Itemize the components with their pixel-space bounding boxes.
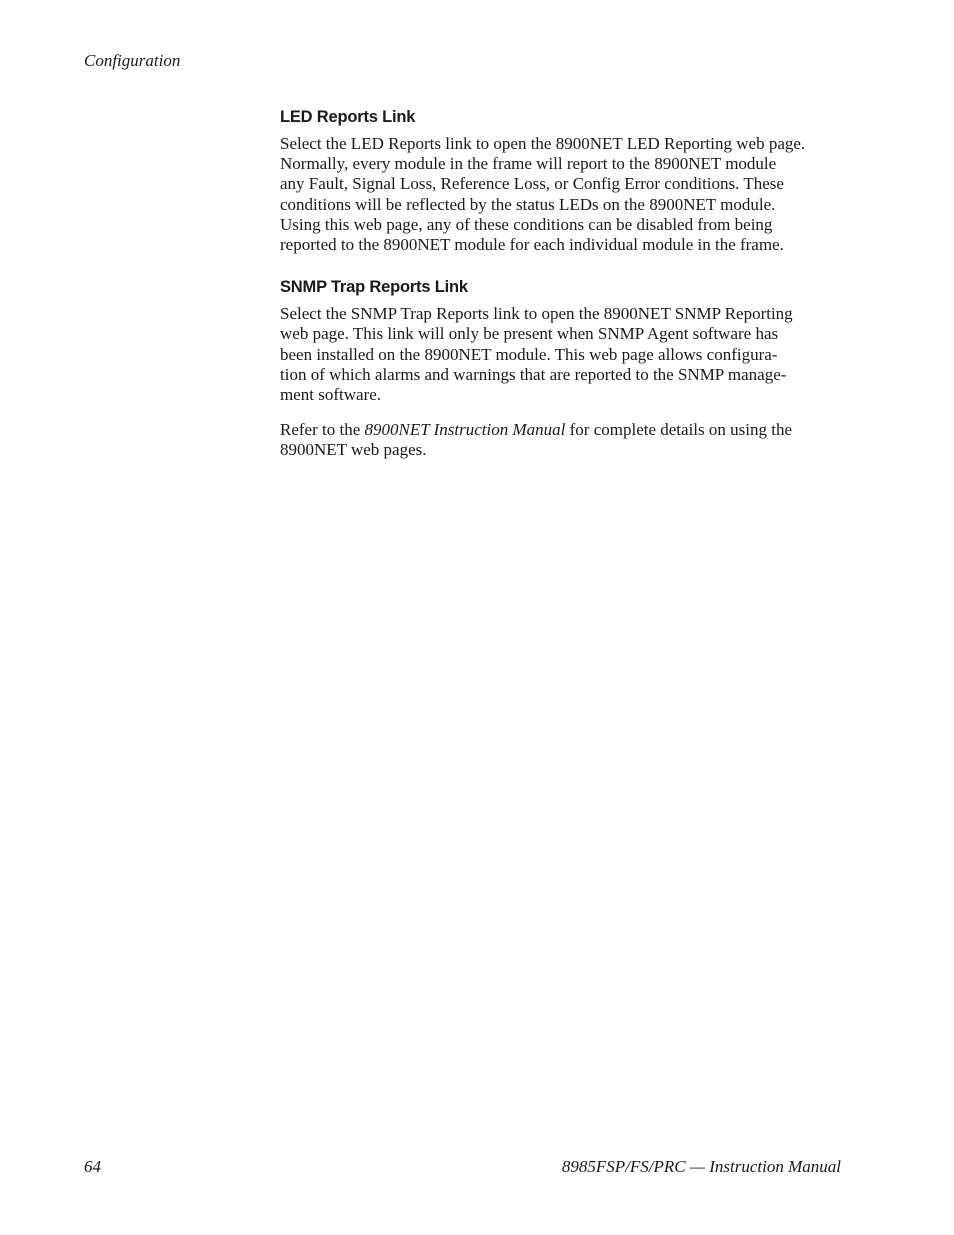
- snmp-trap-reports-paragraph: [280, 304, 846, 405]
- text-line: Using this web page, any of these conditions can be disabled from being: [280, 214, 773, 234]
- refer-prefix: Refer to the: [280, 420, 365, 440]
- refer-paragraph: [280, 420, 846, 460]
- text-line: Select the SNMP Trap Reports link to open the 8900NET SNMP Reporting: [280, 304, 793, 324]
- text-line: conditions will be reflected by the status LEDs on the 8900NET module.: [280, 194, 776, 214]
- text-line: been installed on the 8900NET module. This web page allows configura-: [280, 344, 778, 364]
- section-heading-snmp-trap-reports: SNMP Trap Reports Link: [280, 278, 468, 297]
- text-line: tion of which alarms and warnings that are reported to the SNMP manage-: [280, 364, 787, 384]
- running-header: Configuration: [84, 51, 181, 70]
- page-number: 64: [84, 1157, 101, 1176]
- refer-suffix: for complete details on using the: [565, 420, 792, 440]
- manual-reference: 8900NET Instruction Manual: [364, 420, 566, 440]
- text-line: Normally, every module in the frame will report to the 8900NET module: [280, 154, 777, 174]
- text-line: 8900NET web pages.: [280, 440, 427, 460]
- footer-manual-title: 8985FSP/FS/PRC — Instruction Manual: [561, 1157, 841, 1176]
- text-line: web page. This link will only be present when SNMP Agent software has: [280, 324, 779, 344]
- text-line: [280, 420, 846, 440]
- text-line: reported to the 8900NET module for each individual module in the frame.: [280, 235, 784, 255]
- text-line: ment software.: [280, 385, 382, 405]
- text-line: Select the LED Reports link to open the 8900NET LED Reporting web page.: [280, 134, 806, 153]
- main-content: [280, 106, 846, 461]
- text-line: any Fault, Signal Loss, Reference Loss, or Config Error conditions. These: [280, 174, 784, 194]
- section-heading-led-reports: LED Reports Link: [280, 108, 416, 126]
- led-reports-paragraph: [280, 134, 846, 255]
